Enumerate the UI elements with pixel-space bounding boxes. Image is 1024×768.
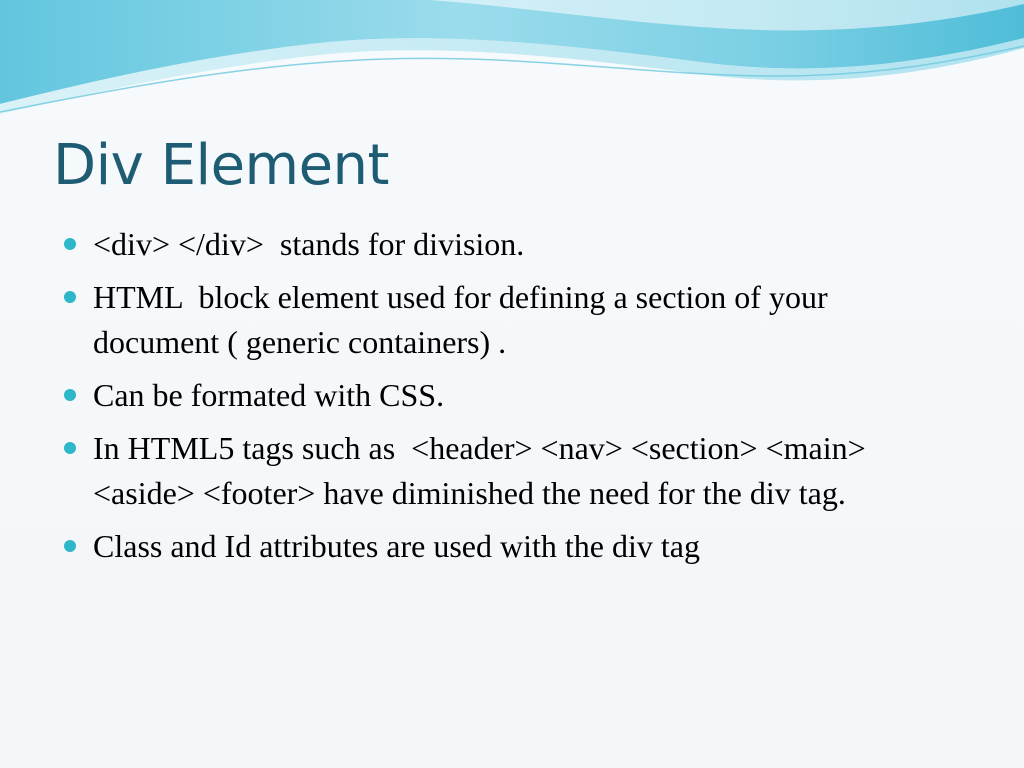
bullet-marker-icon [64, 238, 76, 250]
bullet-text: HTML block element used for defining a section of your document ( generic containers) . [93, 279, 836, 360]
bullet-marker-icon [64, 291, 76, 303]
bullet-marker-icon [64, 389, 76, 401]
bullet-text: In HTML5 tags such as <header> <nav> <section> <main> <aside> <footer> have diminished the need for the div tag. [93, 430, 874, 511]
header-wave-decoration [0, 0, 1024, 130]
bullet-text: Can be formated with CSS. [93, 377, 445, 413]
bullet-marker-icon [64, 540, 76, 552]
bullet-item [60, 524, 940, 569]
bullet-list [60, 222, 940, 577]
bullet-item [60, 222, 940, 267]
bullet-text: <div> </div> stands for division. [93, 226, 525, 262]
bullet-marker-icon [64, 442, 76, 454]
bullet-item [60, 426, 940, 516]
bullet-text: Class and Id attributes are used with the div tag [93, 528, 700, 564]
bullet-item [60, 373, 940, 418]
bullet-item [60, 275, 940, 365]
slide-title: Div Element [53, 133, 389, 198]
